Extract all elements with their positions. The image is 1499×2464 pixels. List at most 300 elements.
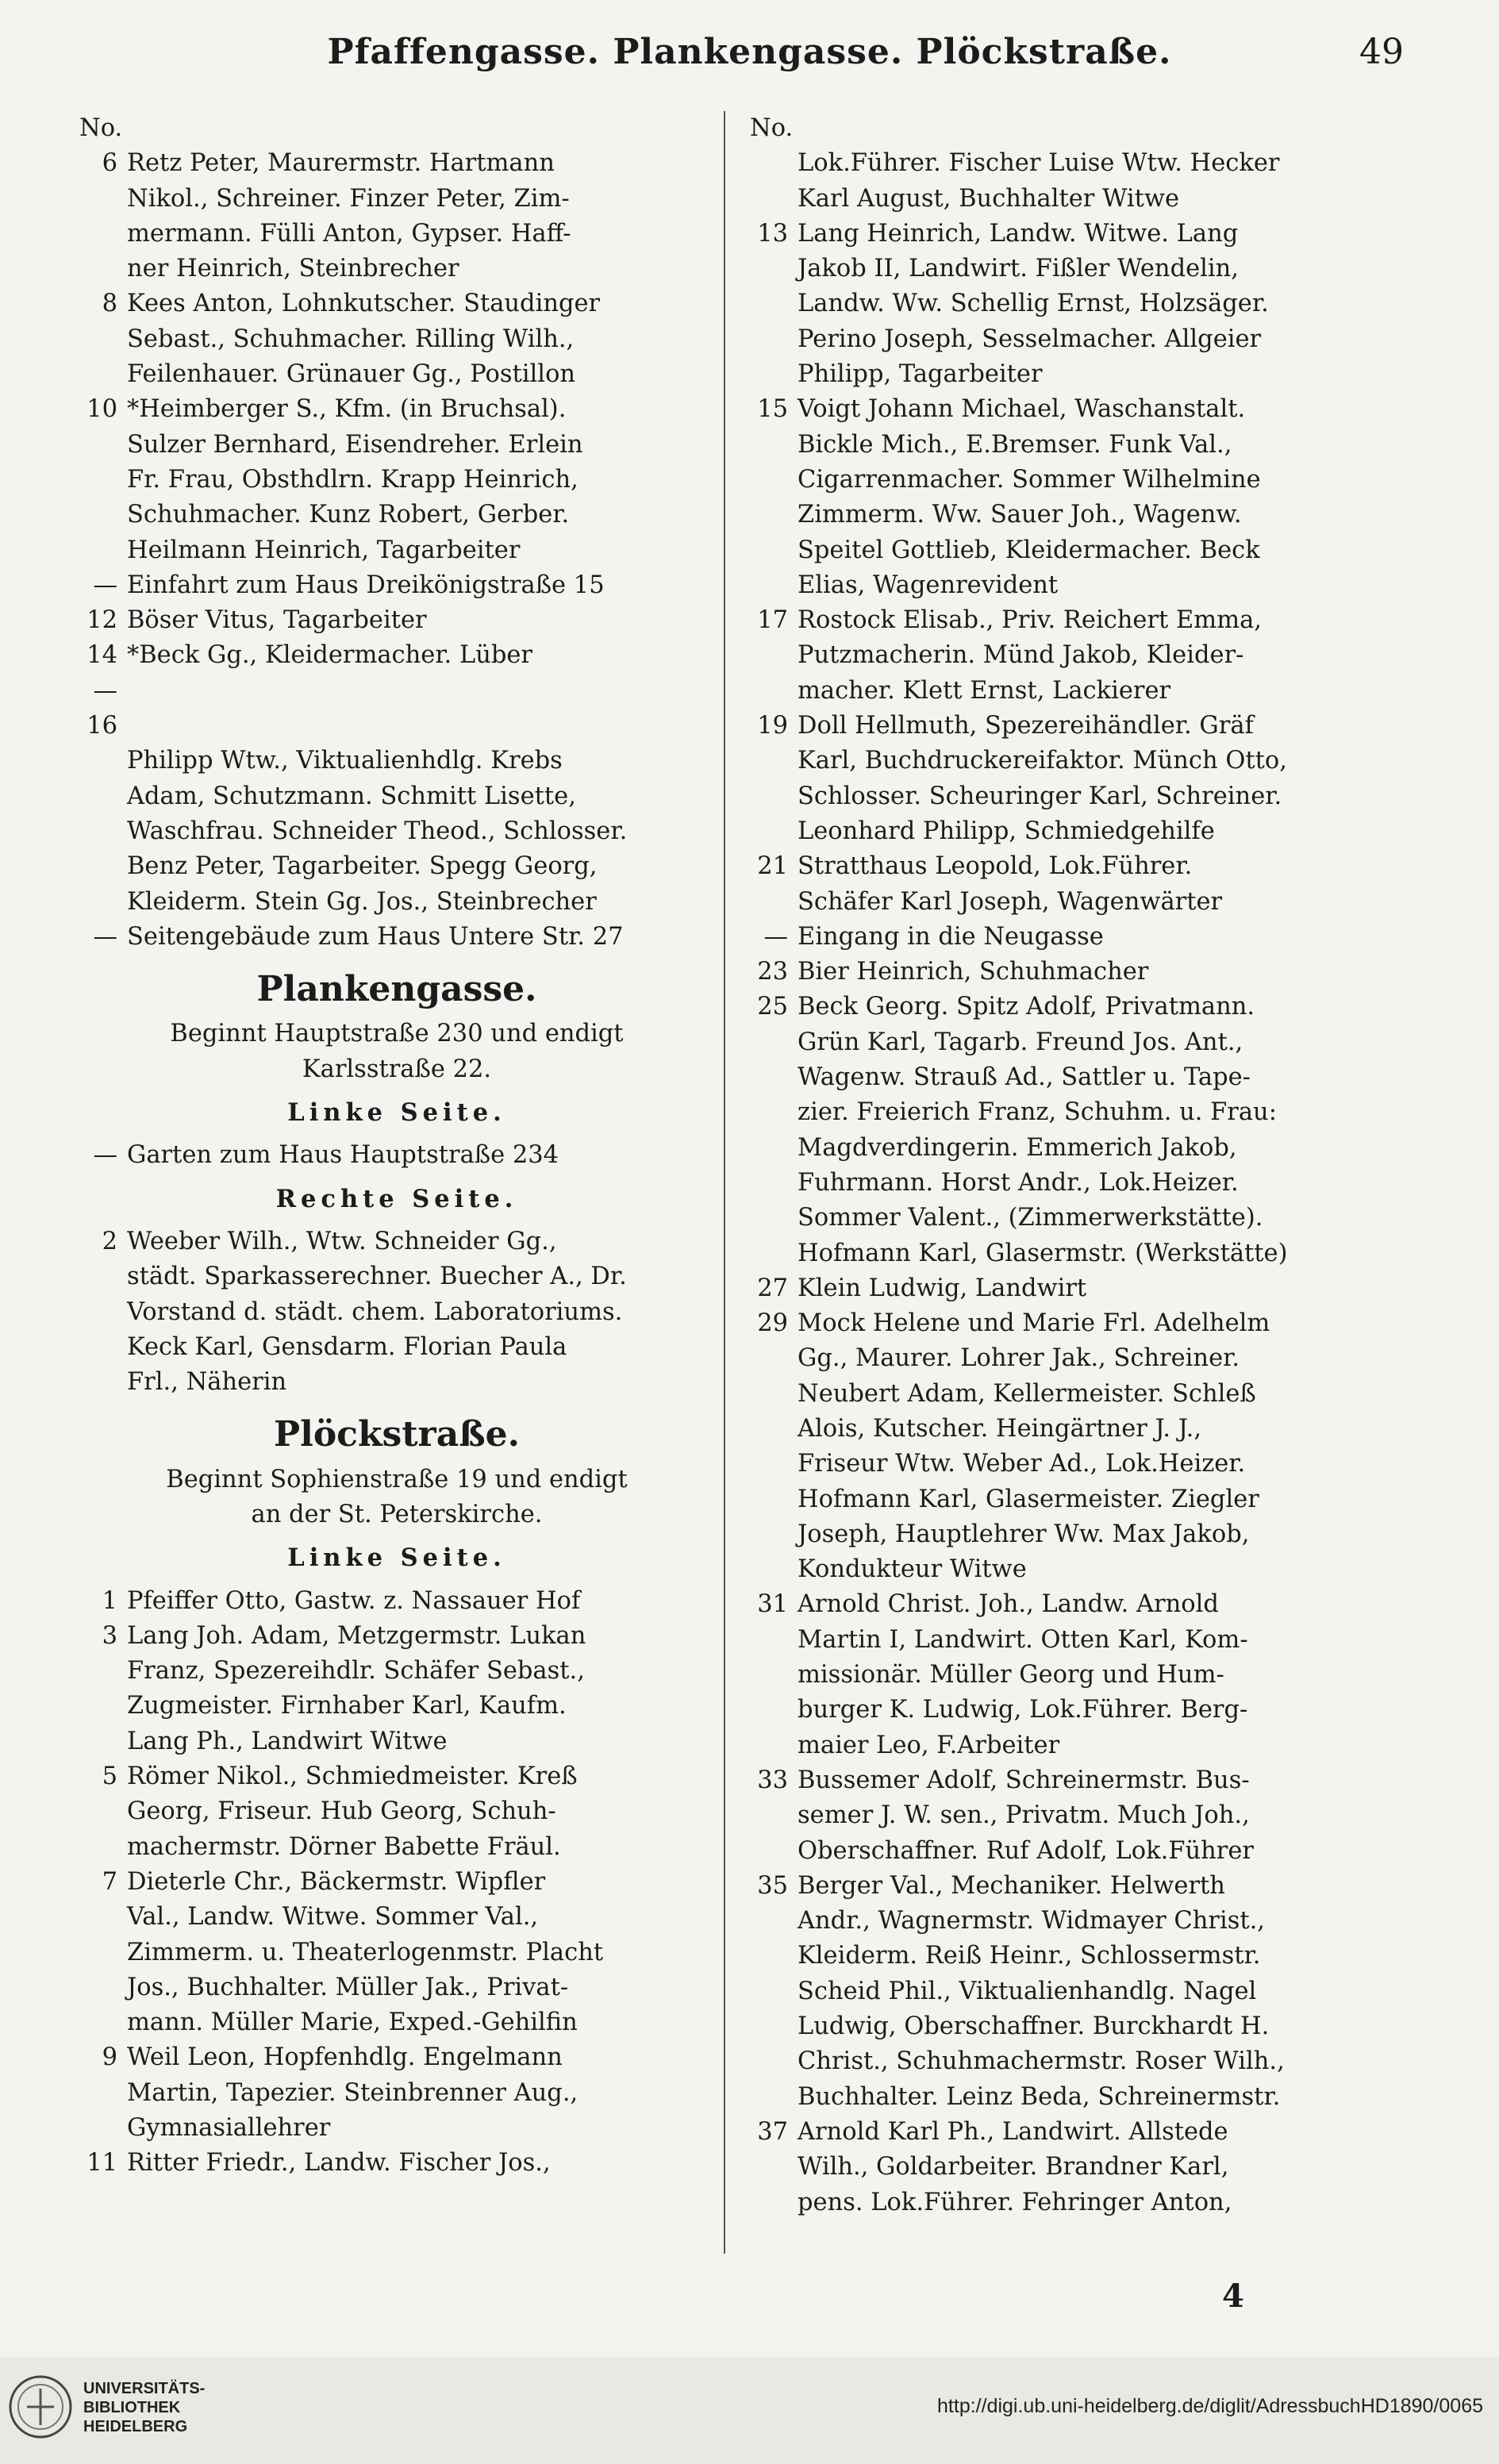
entry-number — [79, 885, 127, 920]
list-item — [79, 779, 714, 814]
entry-text: Berger Val., Mechaniker. Helwerth — [798, 1871, 1225, 1900]
list-item — [750, 1025, 1401, 1060]
entry-number — [750, 1623, 798, 1658]
list-item — [750, 1236, 1401, 1271]
entry-number: 6 — [102, 149, 117, 178]
entry-text: Putzmacherin. Münd Jakob, Kleider- — [798, 641, 1244, 670]
linke-seite-heading: Linke Seite. — [287, 1543, 506, 1573]
entry-number — [750, 428, 798, 463]
list-item — [750, 779, 1401, 814]
entry-text: Zimmerm. Ww. Sauer Joh., Wagenw. — [798, 501, 1242, 529]
list-item — [750, 1552, 1401, 1587]
entry-number: 17 — [757, 606, 788, 635]
list-item — [79, 568, 714, 603]
entry-number — [79, 182, 127, 217]
list-item — [750, 1869, 1401, 1904]
list-item — [79, 849, 714, 884]
list-item — [750, 2185, 1401, 2220]
entry-text: Feilenhauer. Grünauer Gg., Postillon — [127, 360, 576, 389]
list-item — [79, 814, 714, 849]
entry-text: Lang Heinrich, Landw. Witwe. Lang — [798, 219, 1239, 248]
entry-text: Gymnasiallehrer — [127, 2114, 331, 2143]
list-item — [750, 1763, 1401, 1798]
page-header — [0, 32, 1499, 79]
list-item — [79, 286, 714, 321]
entry-number — [750, 674, 798, 709]
entry-number — [750, 1236, 798, 1271]
list-item — [79, 1865, 714, 1900]
list-item — [79, 603, 714, 638]
entry-number: 37 — [757, 2117, 788, 2146]
list-item — [750, 1377, 1401, 1412]
source-url-link[interactable]: http://digi.ub.uni-heidelberg.de/diglit/AdressbuchHD1890/0065 — [937, 2395, 1483, 2417]
entry-number — [750, 498, 798, 532]
entry-text: Bickle Mich., E.Bremser. Funk Val., — [798, 430, 1232, 459]
entry-text: Christ., Schuhmachermstr. Roser Wilh., — [798, 2047, 1285, 2076]
list-item — [750, 252, 1401, 286]
entry-number — [79, 2111, 127, 2146]
entry-number: 8 — [102, 290, 117, 318]
list-item — [750, 990, 1401, 1024]
entry-number — [79, 498, 127, 532]
list-item — [750, 1623, 1401, 1658]
entry-text: Martin I, Landwirt. Otten Karl, Kom- — [798, 1625, 1248, 1654]
entry-text: Philipp Wtw., Viktualienhdlg. Krebs — [127, 747, 563, 775]
entry-text: Jos., Buchhalter. Müller Jak., Privat- — [127, 1973, 569, 2001]
entry-text: städt. Sparkasserechner. Buecher A., Dr. — [127, 1263, 627, 1291]
list-item — [79, 2040, 714, 2075]
entry-number — [79, 744, 127, 778]
entry-number: 29 — [757, 1309, 788, 1338]
entry-text: Beck Georg. Spitz Adolf, Privatmann. — [798, 993, 1255, 1021]
entry-text: Zimmerm. u. Theaterlogenmstr. Placht — [127, 1938, 604, 1966]
entry-text: *Heimberger S., Kfm. (in Bruchsal). — [127, 395, 567, 424]
entry-text: Garten zum Haus Hauptstraße 234 — [127, 1141, 559, 1170]
list-item — [79, 463, 714, 498]
entry-number — [79, 1900, 127, 1935]
list-item — [79, 1724, 714, 1759]
list-item — [79, 1619, 714, 1654]
entry-text: machermstr. Dörner Babette Fräul. — [127, 1832, 561, 1861]
list-item — [79, 2111, 714, 2146]
entry-text: Mock Helene und Marie Frl. Adelhelm — [798, 1309, 1270, 1338]
entry-text: semer J. W. sen., Privatm. Much Joh., — [798, 1801, 1250, 1830]
entry-number — [79, 1794, 127, 1829]
entry-number — [750, 1060, 798, 1095]
list-item — [750, 533, 1401, 568]
right-entries — [750, 146, 1401, 2220]
street-begin-line-1: Beginnt Sophienstraße 19 und endigt — [166, 1465, 628, 1493]
entry-number: 33 — [757, 1766, 788, 1794]
list-item — [750, 1447, 1401, 1482]
entry-text: Wagenw. Strauß Ad., Sattler u. Tape- — [798, 1063, 1251, 1092]
entry-number — [750, 1201, 798, 1236]
entry-text: missionär. Müller Georg und Hum- — [798, 1661, 1224, 1689]
library-name-line: BIBLIOTHEK — [83, 2399, 181, 2416]
list-item — [79, 744, 714, 778]
list-item — [750, 2080, 1401, 2115]
entry-text: Joseph, Hauptlehrer Ww. Max Jakob, — [798, 1520, 1250, 1548]
list-item — [750, 1166, 1401, 1201]
list-item — [750, 1201, 1401, 1236]
street-begin-line-2: Karlsstraße 22. — [302, 1055, 492, 1083]
list-item — [750, 217, 1401, 252]
list-item — [750, 2115, 1401, 2150]
entry-number — [750, 1131, 798, 1166]
entry-text: Lok.Führer. Fischer Luise Wtw. Hecker — [798, 149, 1280, 178]
entry-number — [750, 1447, 798, 1482]
list-item — [79, 146, 714, 181]
entry-number — [750, 1974, 798, 2009]
entry-text: Alois, Kutscher. Heingärtner J. J., — [798, 1414, 1202, 1443]
list-item — [750, 814, 1401, 849]
list-item — [79, 252, 714, 286]
list-item — [79, 1759, 714, 1794]
entry-text: Gg., Maurer. Lohrer Jak., Schreiner. — [798, 1344, 1240, 1373]
rechte-seite-heading: Rechte Seite. — [275, 1184, 518, 1213]
entry-text: Frl., Näherin — [127, 1368, 287, 1397]
entry-number — [79, 1689, 127, 1724]
entry-text: Hofmann Karl, Glasermstr. (Werkstätte) — [798, 1239, 1288, 1267]
university-library-logo-icon — [8, 2374, 73, 2439]
entry-text: macher. Klett Ernst, Lackierer — [798, 676, 1171, 705]
entry-number — [79, 357, 127, 392]
entry-number — [79, 1330, 127, 1365]
list-item — [79, 1654, 714, 1689]
entry-number — [750, 1025, 798, 1060]
entry-text: burger K. Ludwig, Lok.Führer. Berg- — [798, 1696, 1248, 1724]
entry-text: Perino Joseph, Sesselmacher. Allgeier — [798, 325, 1262, 353]
entry-number: 13 — [757, 219, 788, 248]
entry-number: 9 — [102, 2043, 117, 2072]
entry-text: Karl, Buchdruckereifaktor. Münch Otto, — [798, 747, 1287, 775]
entry-text: Speitel Gottlieb, Kleidermacher. Beck — [798, 536, 1260, 564]
entry-text: Fr. Frau, Obsthdlrn. Krapp Heinrich, — [127, 465, 578, 494]
entry-number: 15 — [757, 395, 788, 424]
entry-text: maier Leo, F.Arbeiter — [798, 1731, 1060, 1759]
entry-text: Franz, Spezereihdlr. Schäfer Sebast., — [127, 1657, 585, 1686]
footer — [0, 2357, 1499, 2464]
entry-text: Val., Landw. Witwe. Sommer Val., — [127, 1903, 539, 1932]
entry-text: Arnold Karl Ph., Landwirt. Allstede — [798, 2117, 1228, 2146]
entry-number — [750, 1728, 798, 1763]
entry-number — [750, 286, 798, 321]
ploeckstrasse-entries — [79, 1584, 714, 2181]
entry-text: *Beck Gg., Kleidermacher. Lüber — [127, 641, 532, 670]
entry-text: Martin, Tapezier. Steinbrenner Aug., — [127, 2078, 578, 2107]
entry-number — [750, 463, 798, 498]
entry-number — [750, 322, 798, 357]
entry-number — [750, 1834, 798, 1869]
entry-number — [750, 146, 798, 181]
list-item — [79, 1259, 714, 1294]
entry-number — [79, 849, 127, 884]
entry-number: 1 — [102, 1586, 117, 1615]
list-item — [79, 1935, 714, 1970]
no-label: No. — [79, 114, 123, 142]
entry-text: Weeber Wilh., Wtw. Schneider Gg., — [127, 1227, 557, 1255]
entry-text: Kleiderm. Stein Gg. Jos., Steinbrecher — [127, 887, 597, 916]
entry-text: Zugmeister. Firnhaber Karl, Kaufm. — [127, 1692, 567, 1720]
list-item — [750, 322, 1401, 357]
entry-number — [750, 1693, 798, 1728]
entry-number — [79, 1830, 127, 1865]
entry-text: Benz Peter, Tagarbeiter. Spegg Georg, — [127, 852, 598, 881]
entry-number — [79, 779, 127, 814]
entry-text: Schlosser. Scheuringer Karl, Schreiner. — [798, 782, 1282, 810]
list-item — [79, 498, 714, 532]
list-item — [750, 146, 1401, 181]
list-item — [750, 498, 1401, 532]
entry-text: pens. Lok.Führer. Fehringer Anton, — [798, 2188, 1232, 2216]
entry-text: Kleiderm. Reiß Heinr., Schlossermstr. — [798, 1942, 1261, 1970]
list-item — [750, 1271, 1401, 1306]
entry-number — [79, 1970, 127, 2005]
list-item — [750, 1939, 1401, 1974]
entry-number: — — [763, 922, 788, 951]
entry-text: Bussemer Adolf, Schreinermstr. Bus- — [798, 1766, 1250, 1794]
list-item — [79, 533, 714, 568]
entry-text: Georg, Friseur. Hub Georg, Schuh- — [127, 1797, 556, 1826]
list-item — [79, 1794, 714, 1829]
entry-number: — — [93, 1141, 117, 1170]
entry-number — [79, 217, 127, 252]
entry-number — [750, 1377, 798, 1412]
entry-text: Schäfer Karl Joseph, Wagenwärter — [798, 887, 1223, 916]
list-item — [750, 638, 1401, 673]
entry-text: Vorstand d. städt. chem. Laboratoriums. — [127, 1297, 623, 1326]
list-item — [750, 1693, 1401, 1728]
entry-number — [79, 252, 127, 286]
entry-number — [750, 2080, 798, 2115]
entry-number — [750, 1904, 798, 1939]
list-item — [79, 322, 714, 357]
list-item — [750, 1798, 1401, 1833]
entry-number — [79, 2076, 127, 2111]
entry-text: Dieterle Chr., Bäckermstr. Wipfler — [127, 1867, 546, 1896]
list-item — [79, 182, 714, 217]
entry-text: Bier Heinrich, Schuhmacher — [798, 958, 1149, 986]
entry-number — [750, 1658, 798, 1693]
entry-text: Lang Joh. Adam, Metzgermstr. Lukan — [127, 1621, 586, 1650]
entry-number — [79, 1724, 127, 1759]
entry-number: 27 — [757, 1274, 788, 1302]
entry-number — [79, 428, 127, 463]
list-item — [79, 638, 714, 744]
list-item — [79, 357, 714, 392]
list-item — [750, 744, 1401, 778]
list-item — [79, 885, 714, 920]
street-title-ploeckstrasse: Plöckstraße. — [274, 1414, 520, 1455]
entry-text: Hofmann Karl, Glasermeister. Ziegler — [798, 1485, 1259, 1513]
entry-text: Böser Vitus, Tagarbeiter — [127, 606, 427, 635]
entry-number: 12 — [86, 606, 117, 635]
entry-text: Sulzer Bernhard, Eisendreher. Erlein — [127, 430, 583, 459]
library-name — [83, 2379, 205, 2436]
entry-text: Oberschaffner. Ruf Adolf, Lok.Führer — [798, 1836, 1255, 1865]
entry-number — [750, 1517, 798, 1552]
entry-text: Buchhalter. Leinz Beda, Schreinermstr. — [798, 2082, 1281, 2111]
entry-text: zier. Freierich Franz, Schuhm. u. Frau: — [798, 1098, 1277, 1127]
list-item — [750, 2009, 1401, 2044]
entry-number — [79, 1365, 127, 1400]
list-item — [750, 1306, 1401, 1341]
list-item — [750, 1834, 1401, 1869]
entry-number — [750, 1412, 798, 1447]
entry-number — [750, 1095, 798, 1130]
list-item — [750, 392, 1401, 427]
list-item — [750, 1974, 1401, 2009]
entry-number: 3 — [102, 1621, 117, 1650]
entry-text: Einfahrt zum Haus Dreikönigstraße 15 — [127, 571, 605, 599]
entry-number — [79, 463, 127, 498]
garden-entry — [79, 1138, 714, 1173]
entry-number — [79, 1935, 127, 1970]
entry-number: 19 — [757, 712, 788, 740]
entry-text: Philipp, Tagarbeiter — [798, 360, 1043, 389]
list-item — [79, 1830, 714, 1865]
list-item — [79, 920, 714, 955]
list-item — [750, 603, 1401, 638]
entry-number: — — [93, 922, 117, 951]
entry-number: 31 — [757, 1590, 788, 1619]
column-divider — [724, 111, 725, 2254]
entry-number — [79, 1295, 127, 1330]
list-item — [79, 1295, 714, 1330]
list-item — [750, 1482, 1401, 1517]
entry-text: Retz Peter, Maurermstr. Hartmann — [127, 149, 555, 178]
entry-text: Kees Anton, Lohnkutscher. Staudinger — [127, 290, 601, 318]
entry-number — [750, 568, 798, 603]
entry-text: Andr., Wagnermstr. Widmayer Christ., — [798, 1907, 1266, 1935]
entry-text: Karl August, Buchhalter Witwe — [798, 184, 1180, 213]
entry-number — [79, 1654, 127, 1689]
entry-text: Lang Ph., Landwirt Witwe — [127, 1727, 448, 1755]
street-title-plankengasse: Plankengasse. — [256, 969, 537, 1010]
entry-text: Sebast., Schuhmacher. Rilling Wilh., — [127, 325, 575, 353]
plankengasse-entries — [79, 1224, 714, 1400]
list-item — [750, 1517, 1401, 1552]
entry-number — [79, 814, 127, 849]
list-item — [750, 2044, 1401, 2079]
entry-number — [750, 814, 798, 849]
entry-text: Jakob II, Landwirt. Fißler Wendelin, — [798, 255, 1239, 283]
entry-text: Weil Leon, Hopfenhdlg. Engelmann — [127, 2043, 563, 2072]
entry-text: Schuhmacher. Kunz Robert, Gerber. — [127, 501, 570, 529]
entry-number: 11 — [86, 2149, 117, 2178]
entry-number: 35 — [757, 1871, 788, 1900]
entry-number — [750, 1166, 798, 1201]
list-item — [79, 1584, 714, 1619]
entry-text: Sommer Valent., (Zimmerwerkstätte). — [798, 1204, 1263, 1232]
entry-text: Neubert Adam, Kellermeister. Schleß — [798, 1379, 1256, 1408]
list-item — [750, 1341, 1401, 1376]
list-item — [750, 357, 1401, 392]
entry-text: mermann. Fülli Anton, Gypser. Haff- — [127, 219, 571, 248]
entry-text: Arnold Christ. Joh., Landw. Arnold — [798, 1590, 1219, 1619]
left-block-pfaffengasse — [79, 146, 714, 955]
entry-number: 23 — [757, 958, 788, 986]
list-item — [750, 1904, 1401, 1939]
entry-text: Friseur Wtw. Weber Ad., Lok.Heizer. — [798, 1450, 1246, 1478]
list-item — [750, 1728, 1401, 1763]
entry-number — [750, 779, 798, 814]
entry-text: Landw. Ww. Schellig Ernst, Holzsäger. — [798, 290, 1269, 318]
list-item — [750, 1658, 1401, 1693]
entry-text: ner Heinrich, Steinbrecher — [127, 255, 459, 283]
list-item — [750, 1587, 1401, 1622]
entry-text: Rostock Elisab., Priv. Reichert Emma, — [798, 606, 1262, 635]
entry-number: 2 — [102, 1227, 117, 1255]
list-item — [79, 392, 714, 427]
list-item — [750, 2150, 1401, 2185]
list-item — [750, 885, 1401, 920]
entry-number — [750, 1939, 798, 1974]
entry-number — [79, 2005, 127, 2040]
entry-text: Wilh., Goldarbeiter. Brandner Karl, — [798, 2153, 1229, 2181]
entry-text: Klein Ludwig, Landwirt — [798, 1274, 1087, 1302]
entry-number — [79, 1259, 127, 1294]
list-item — [79, 1224, 714, 1259]
entry-number — [750, 357, 798, 392]
list-item — [750, 1060, 1401, 1095]
entry-text: Fuhrmann. Horst Andr., Lok.Heizer. — [798, 1168, 1239, 1197]
entry-text: Heilmann Heinrich, Tagarbeiter — [127, 536, 521, 564]
entry-text: Voigt Johann Michael, Waschanstalt. — [798, 395, 1246, 424]
list-item — [750, 182, 1401, 217]
list-item — [750, 568, 1401, 603]
entry-number — [750, 744, 798, 778]
entry-number: 7 — [102, 1867, 117, 1896]
entry-text: Ritter Friedr., Landw. Fischer Jos., — [127, 2149, 551, 2178]
page-number: 49 — [1359, 32, 1404, 72]
list-item — [750, 428, 1401, 463]
entry-number — [79, 533, 127, 568]
entry-text: Nikol., Schreiner. Finzer Peter, Zim- — [127, 184, 570, 213]
list-item — [79, 1900, 714, 1935]
entry-text: Adam, Schutzmann. Schmitt Lisette, — [127, 782, 576, 810]
list-item — [750, 286, 1401, 321]
entry-number — [750, 2009, 798, 2044]
list-item — [750, 674, 1401, 709]
entry-text: Elias, Wagenrevident — [798, 571, 1059, 599]
street-begin-line-1: Beginnt Hauptstraße 230 und endigt — [170, 1020, 624, 1048]
list-item — [750, 920, 1401, 955]
list-item — [750, 955, 1401, 990]
list-item — [750, 709, 1401, 744]
list-item — [750, 1095, 1401, 1130]
entry-number: 14—16 — [86, 641, 117, 740]
entry-text: Doll Hellmuth, Spezereihändler. Gräf — [798, 712, 1254, 740]
entry-number: 21 — [757, 852, 788, 881]
entry-number: 25 — [757, 993, 788, 1021]
entry-text: Waschfrau. Schneider Theod., Schlosser. — [127, 817, 628, 845]
entry-number — [750, 1798, 798, 1833]
entry-text: Pfeiffer Otto, Gastw. z. Nassauer Hof — [127, 1586, 581, 1615]
list-item — [750, 1412, 1401, 1447]
list-item — [79, 1970, 714, 2005]
entry-number — [750, 2185, 798, 2220]
entry-text: Ludwig, Oberschaffner. Burckhardt H. — [798, 2012, 1270, 2041]
list-item — [79, 217, 714, 252]
linke-seite-heading: Linke Seite. — [287, 1098, 506, 1128]
library-name-line: UNIVERSITÄTS- — [83, 2380, 206, 2397]
entry-text: Magdverdingerin. Emmerich Jakob, — [798, 1133, 1237, 1162]
entry-text: Kondukteur Witwe — [798, 1555, 1027, 1584]
entry-text: Stratthaus Leopold, Lok.Führer. — [798, 852, 1193, 881]
list-item — [79, 2146, 714, 2181]
entry-number — [750, 252, 798, 286]
